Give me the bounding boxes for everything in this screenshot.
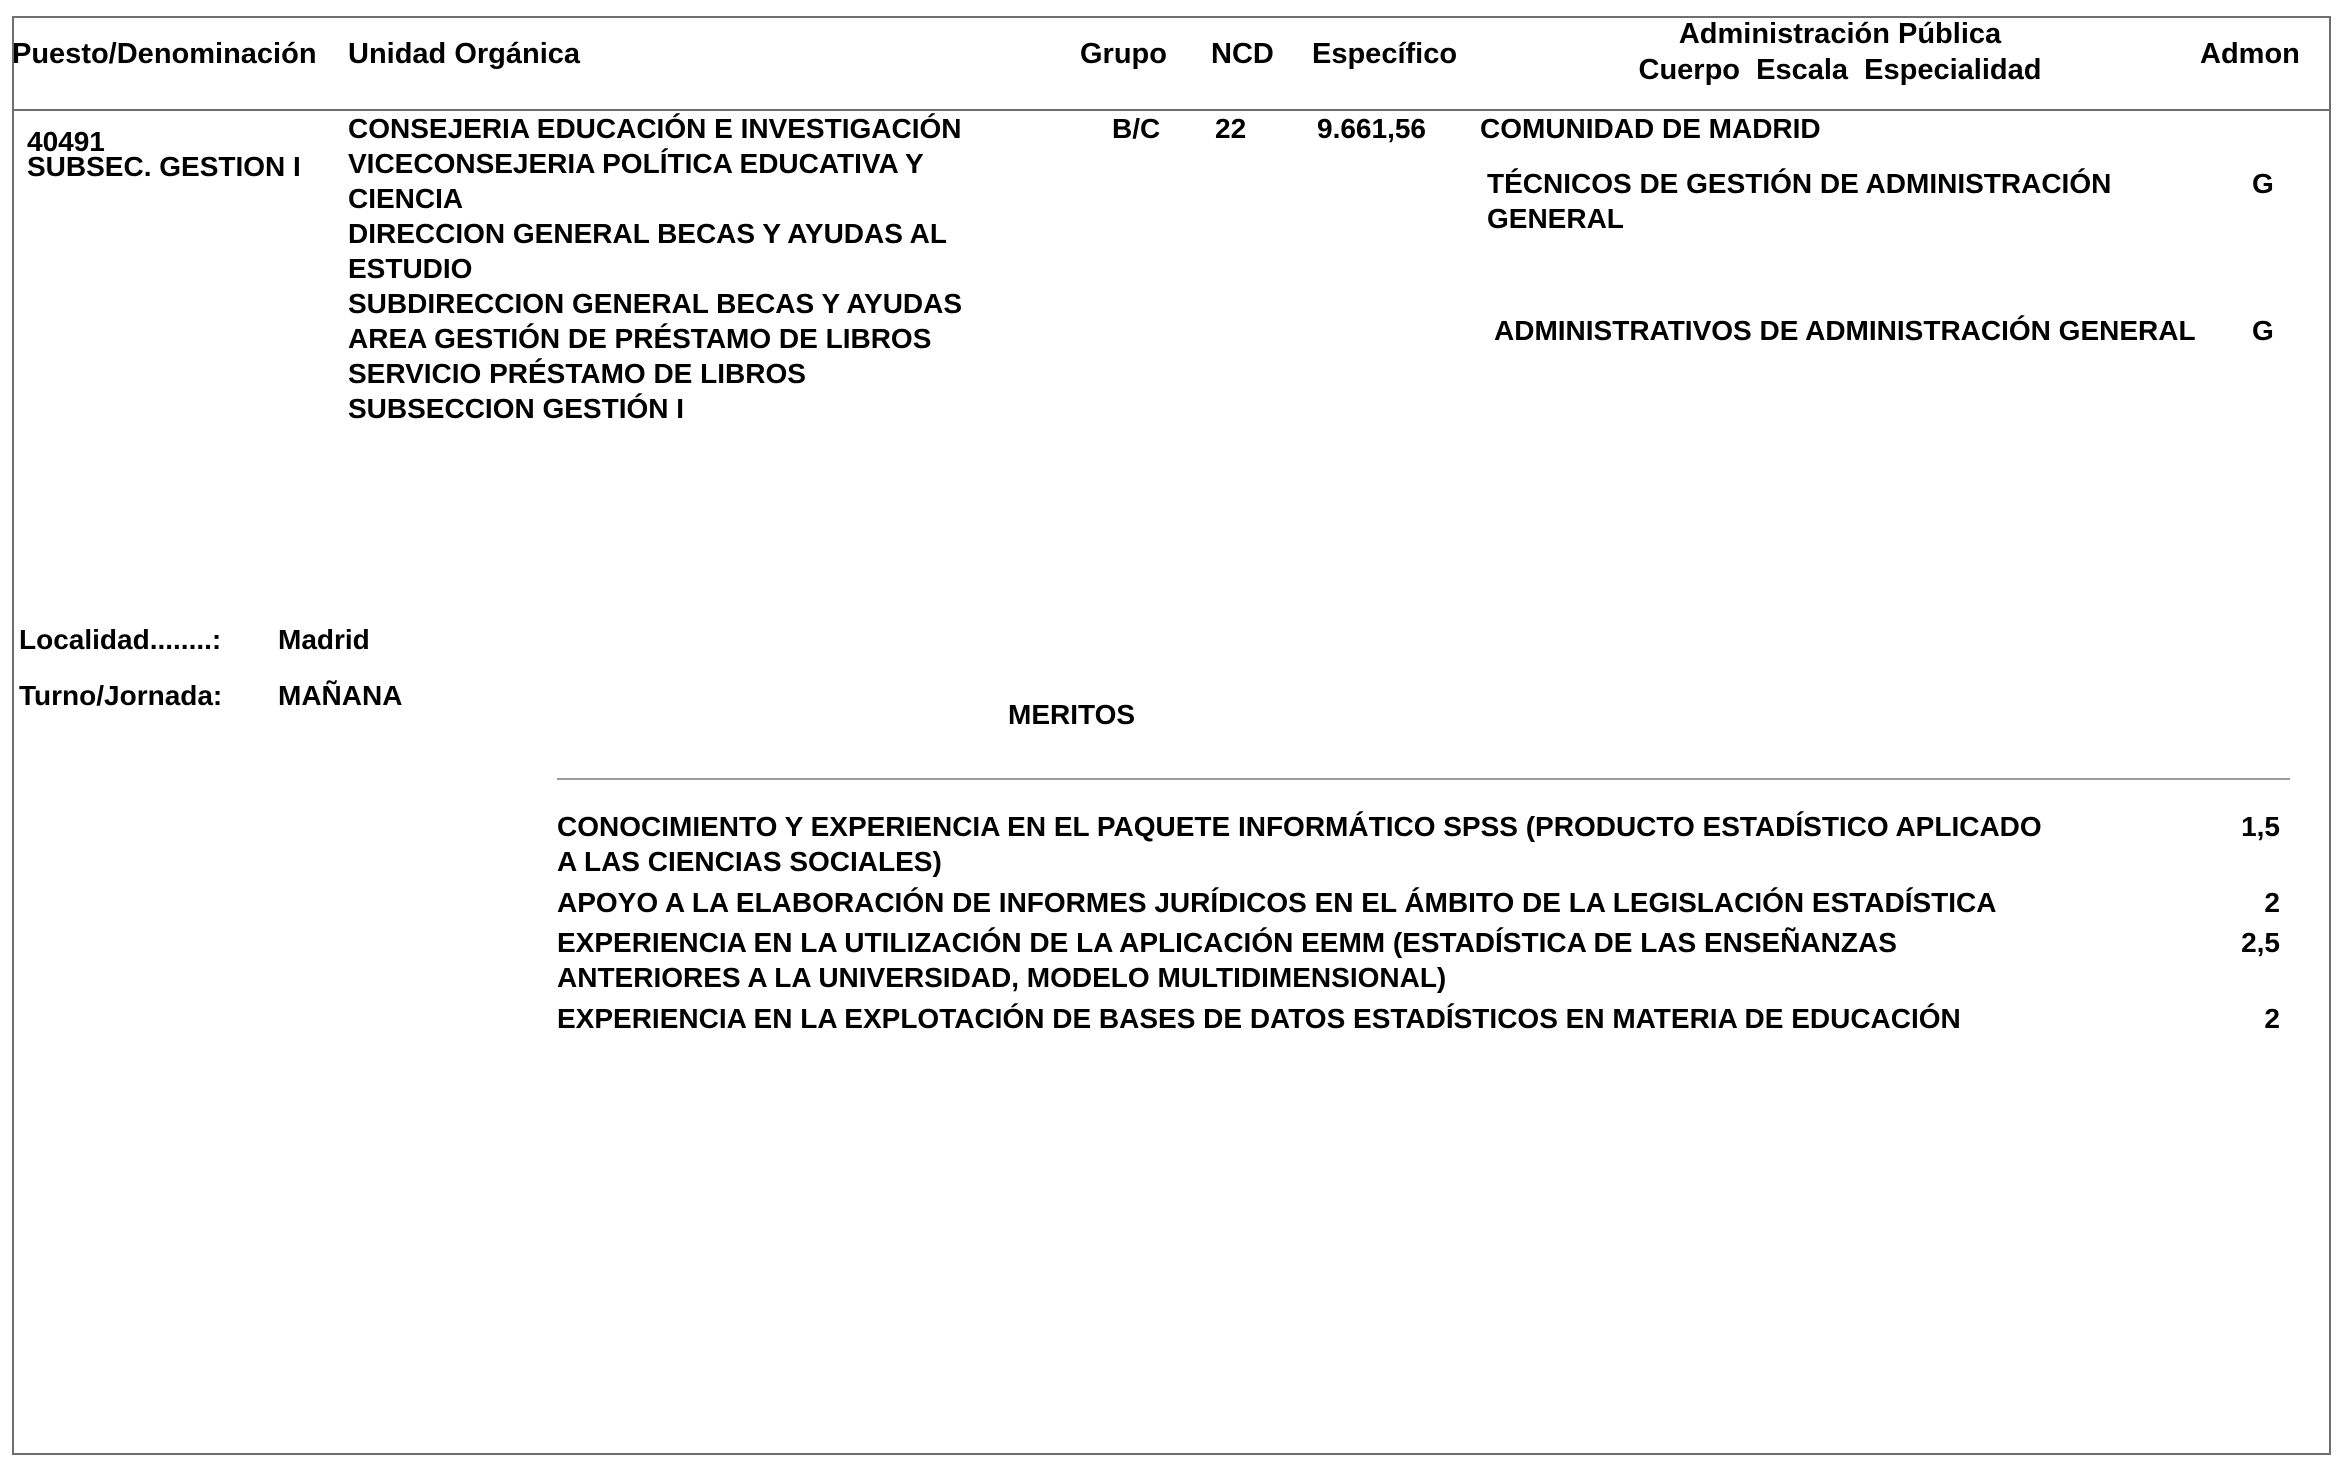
meritos-rule: [557, 778, 2290, 780]
merito-item: [557, 925, 2117, 995]
cuerpo-admon: G: [2252, 315, 2274, 346]
cuerpo-entry: [1487, 166, 2111, 236]
header-grupo: Grupo: [1080, 38, 1167, 70]
merito-line: EXPERIENCIA EN LA UTILIZACIÓN DE LA APLICACIÓN EEMM (ESTADÍSTICA DE LAS ENSEÑANZAS: [557, 927, 1897, 958]
especifico-value: 9.661,56: [1317, 113, 1426, 144]
merito-line: ANTERIORES A LA UNIVERSIDAD, MODELO MULTIDIMENSIONAL): [557, 962, 1447, 993]
cuerpo-line: TÉCNICOS DE GESTIÓN DE ADMINISTRACIÓN: [1487, 168, 2112, 199]
merito-line: EXPERIENCIA EN LA EXPLOTACIÓN DE BASES DE DATOS ESTADÍSTICOS EN MATERIA DE EDUCACIÓN: [557, 1003, 1961, 1034]
merito-line: APOYO A LA ELABORACIÓN DE INFORMES JURÍDICOS EN EL ÁMBITO DE LA LEGISLACIÓN ESTADÍSTICA: [557, 887, 1997, 918]
administracion-value: COMUNIDAD DE MADRID: [1480, 113, 1821, 144]
merito-item: [557, 885, 2117, 920]
ncd-value: 22: [1215, 113, 1247, 144]
cuerpo-line: GENERAL: [1487, 203, 1624, 234]
unidad-line: ESTUDIO: [348, 253, 473, 284]
header-cuerpo-escala: Cuerpo Escala Especialidad: [1638, 54, 2042, 86]
merito-item: [557, 1001, 2117, 1036]
turno-value: MAÑANA: [278, 680, 403, 711]
header-unidad: Unidad Orgánica: [348, 38, 581, 70]
puesto-codigo: 40491: [27, 126, 105, 157]
unidad-line: VICECONSEJERIA POLÍTICA EDUCATIVA Y: [348, 148, 924, 179]
merito-score: 1,5: [2241, 811, 2280, 842]
merito-score: 2: [2264, 887, 2280, 918]
header-ncd: NCD: [1211, 38, 1274, 70]
merito-line: CONOCIMIENTO Y EXPERIENCIA EN EL PAQUETE INFORMÁTICO SPSS (PRODUCTO ESTADÍSTICO APLICADO: [557, 811, 2042, 842]
cuerpo-line: ADMINISTRATIVOS DE ADMINISTRACIÓN GENERAL: [1494, 315, 2196, 346]
header-admon: Admon: [2200, 38, 2300, 70]
header-administracion-publica: Administración Pública: [1678, 18, 2002, 50]
unidad-line: SUBSECCION GESTIÓN I: [348, 393, 685, 424]
cuerpo-admon: G: [2252, 168, 2274, 199]
unidad-line: AREA GESTIÓN DE PRÉSTAMO DE LIBROS: [348, 323, 932, 354]
unidad-line: SUBDIRECCION GENERAL BECAS Y AYUDAS: [348, 288, 963, 319]
merito-score: 2,5: [2241, 927, 2280, 958]
unidad-line: DIRECCION GENERAL BECAS Y AYUDAS AL: [348, 218, 947, 249]
grupo-value: B/C: [1112, 113, 1161, 144]
header-puesto: Puesto/Denominación: [12, 38, 317, 70]
merito-line: A LAS CIENCIAS SOCIALES): [557, 846, 942, 877]
header-especifico: Específico: [1312, 38, 1458, 70]
turno-label: Turno/Jornada:: [19, 680, 223, 711]
puesto-denominacion: SUBSEC. GESTION I: [27, 151, 301, 182]
unidad-organica-list: [348, 111, 962, 426]
unidad-line: SERVICIO PRÉSTAMO DE LIBROS: [348, 358, 806, 389]
merito-score: 2: [2264, 1003, 2280, 1034]
meritos-title: MERITOS: [1008, 699, 1136, 730]
unidad-line: CIENCIA: [348, 183, 464, 214]
unidad-line: CONSEJERIA EDUCACIÓN E INVESTIGACIÓN: [348, 113, 962, 144]
merito-item: [557, 809, 2117, 879]
localidad-value: Madrid: [278, 624, 370, 655]
localidad-label: Localidad........:: [19, 624, 222, 655]
